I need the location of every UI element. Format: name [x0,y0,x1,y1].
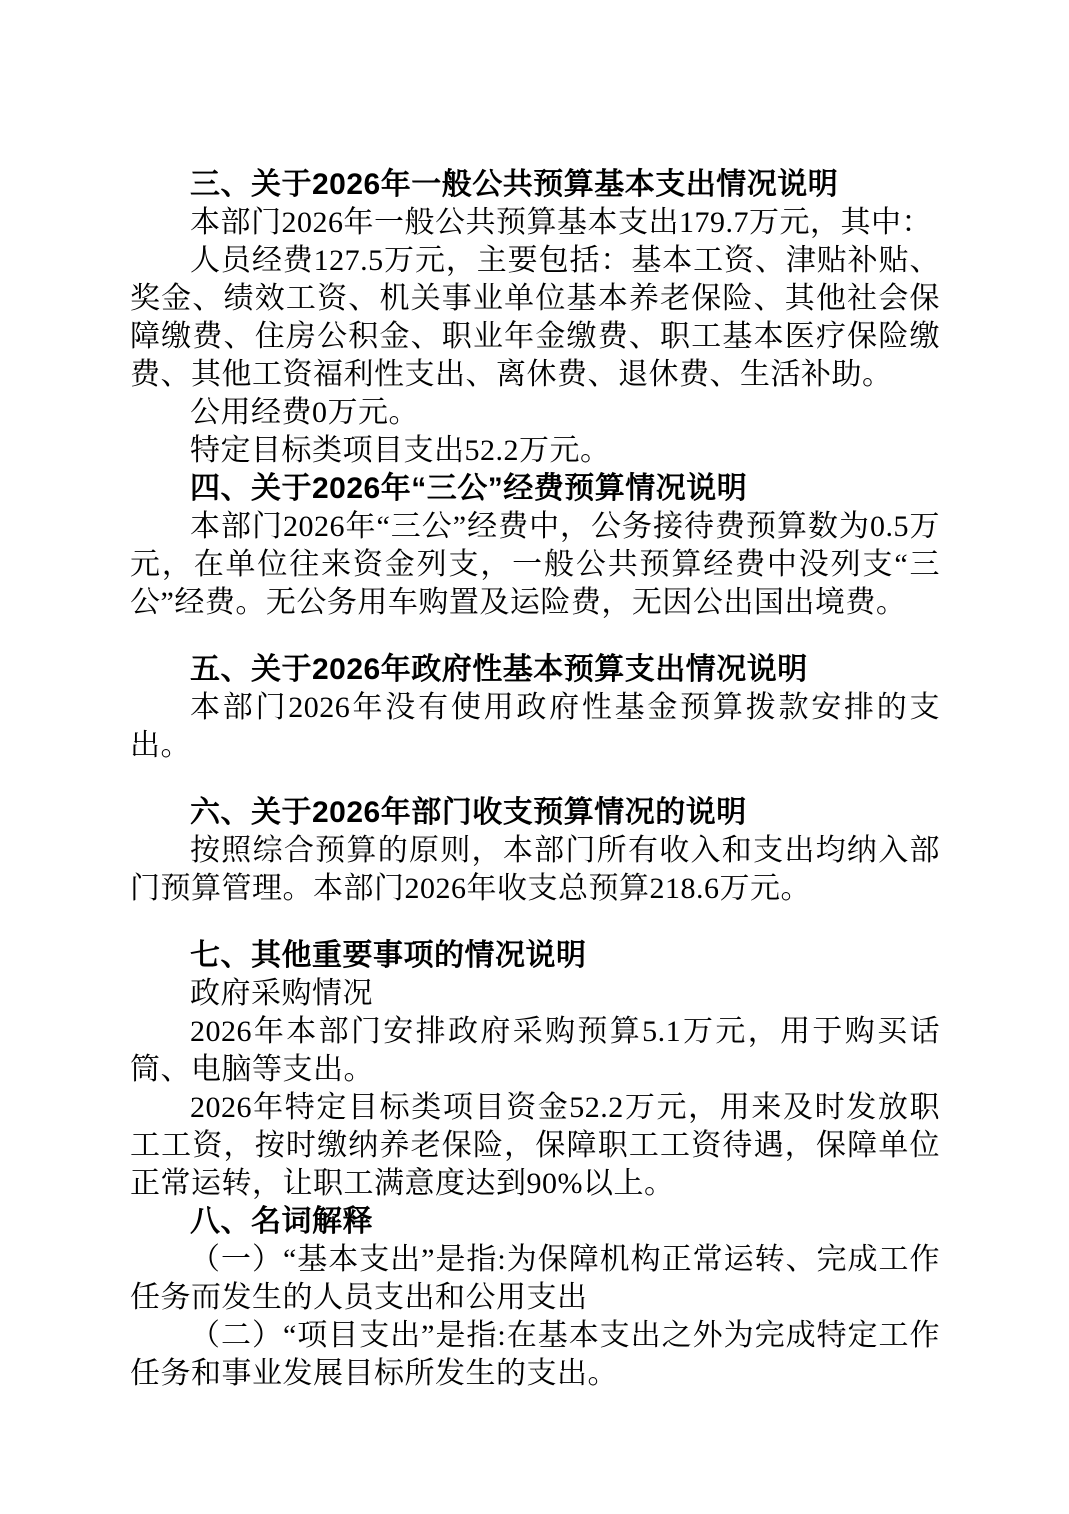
section-6-heading: 八、名词解释 [190,1205,373,1238]
section-1-paragraph-4: 特定目标类项目支出52.2万元。 [190,434,611,467]
section-2-heading: 四、关于2026年“三公”经费预算情况说明 [190,472,748,505]
section-gap [130,622,940,651]
document-page [130,0,940,1393]
section-5-paragraph-3: 2026年特定目标类项目资金52.2万元，用来及时发放职工工资，按时缴纳养老保险，保障职工工资待遇，保障单位正常运转，让职工满意度达到90%以上。 [130,1091,940,1200]
section-4-heading: 六、关于2026年部门收支预算情况的说明 [190,796,747,829]
section-6-paragraph-2: （二）“项目支出”是指:在基本支出之外为完成特定工作任务和事业发展目标所发生的支出。 [130,1319,940,1390]
section-1-paragraph-2: 人员经费127.5万元，主要包括：基本工资、津贴补贴、奖金、绩效工资、机关事业单位基本养老保险、其他社会保障缴费、住房公积金、职业年金缴费、职工基本医疗保险缴费、其他工资福利性支出、离休费、退休费、生活补助。 [130,244,940,391]
section-1-paragraph-1: 本部门2026年一般公共预算基本支出179.7万元，其中： [190,206,932,239]
section-5-heading: 七、其他重要事项的情况说明 [190,939,587,972]
section-5-paragraph-1: 政府采购情况 [190,977,373,1010]
section-1-heading: 三、关于2026年一般公共预算基本支出情况说明 [190,168,839,201]
section-6-paragraph-1: （一）“基本支出”是指:为保障机构正常运转、完成工作任务而发生的人员支出和公用支出 [130,1243,940,1314]
section-1-paragraph-3: 公用经费0万元。 [190,396,419,429]
section-3-paragraph-1: 本部门2026年没有使用政府性基金预算拨款安排的支出。 [130,691,940,762]
section-5-paragraph-2: 2026年本部门安排政府采购预算5.1万元，用于购买话筒、电脑等支出。 [130,1015,940,1086]
section-gap [130,908,940,937]
document-body [130,166,940,1393]
section-2-paragraph-1: 本部门2026年“三公”经费中，公务接待费预算数为0.5万元，在单位往来资金列支，一般公共预算经费中没列支“三公”经费。无公务用车购置及运险费，无因公出国出境费。 [130,510,940,619]
section-4-paragraph-1: 按照综合预算的原则，本部门所有收入和支出均纳入部门预算管理。本部门2026年收支总预算218.6万元。 [130,834,940,905]
section-3-heading: 五、关于2026年政府性基本预算支出情况说明 [190,653,808,686]
section-gap [130,765,940,794]
